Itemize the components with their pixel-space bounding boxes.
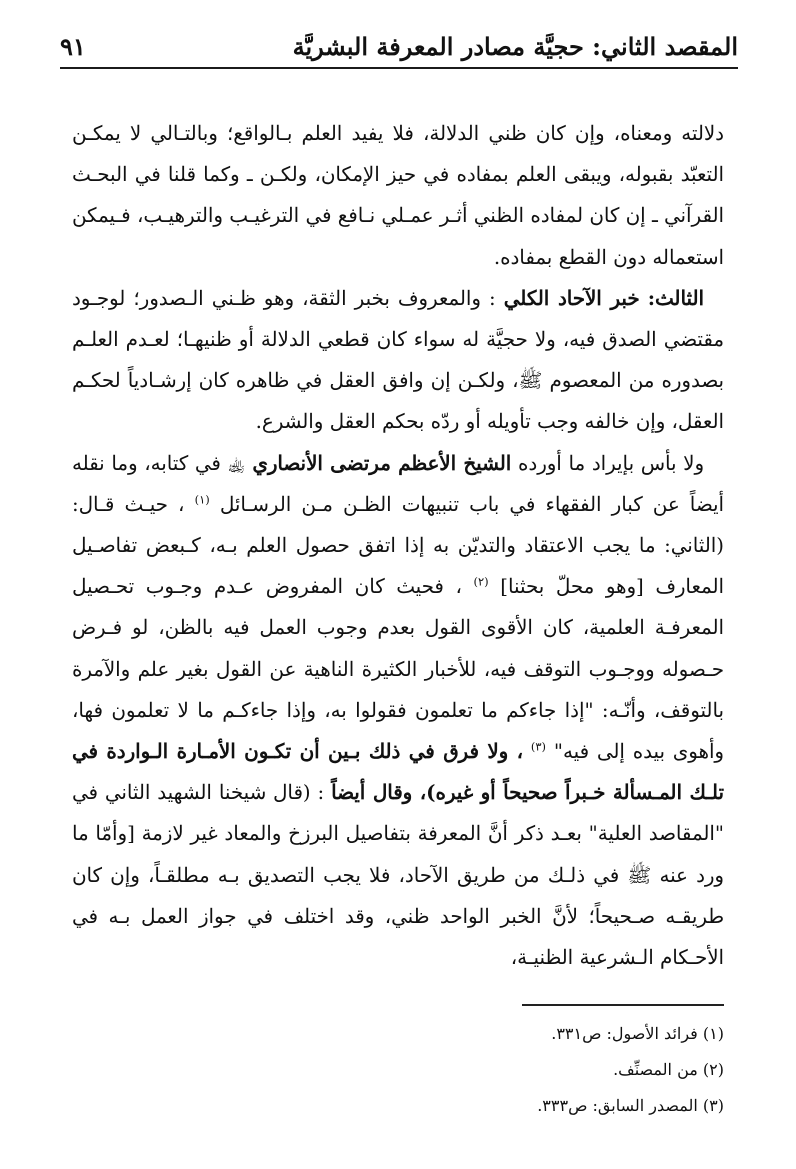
sheikh-name: الشيخ الأعظم مرتضى الأنصاري: [252, 450, 512, 475]
paragraph-3-intro: ولا بأس بإيراد ما أورده: [511, 451, 705, 475]
paragraph-2-text: : والمعروف بخبر الثقة، وهو ظـني الـصدور؛ لوجـود مقتضي الصدق فيه، ولا حجيَّة له سواء كان قطعي الدلالة أو ظنيهـا؛ لعـدم العلـم بصدوره من المعصوم ﷺ، ولكـن إن وافق العقل في ظاهره كان إرشـادياً لحكـم العقل، وإن خالفه وجب تأويله أو ردّه بحكم العقل والشرع.: [72, 286, 724, 434]
footnote-2: (٢) من المصنِّف.: [613, 1060, 724, 1079]
footnote-ref-2: (٢): [473, 574, 489, 589]
paragraph-3: [72, 443, 724, 979]
paragraph-2: [72, 278, 724, 443]
paragraph-3-text-b: ، حيـث قـال: (الثاني: ما يجب الاعتقاد والتديّن به إذا اتفق حصول العلم بـه، كـبعض تفاصـيل المعارف [وهو محلّ بحثنا]: [72, 492, 724, 599]
section-label-third: الثالث:: [647, 285, 704, 310]
page-number: ٩١: [60, 32, 86, 61]
paragraph-3-text-a: ﵀ في كتابه، وما نقله أيضاً عن كبار الفقهاء في باب تنبيهات الظـن مـن الرسـائل: [72, 451, 724, 516]
footnotes: [72, 1016, 724, 1124]
main-text: [72, 113, 724, 978]
footnote-ref-1: (١): [194, 492, 210, 507]
running-head: المقصد الثاني: حجيَّة مصادر المعرفة البشريَّة: [292, 32, 738, 61]
footnote-1: (١) فرائد الأصول: ص٣٣١.: [551, 1024, 724, 1043]
paragraph-3-bold-text: ، ولا فرق في ذلك بـين أن تكـون الأمـارة الـواردة في تلـك المـسألة خـبراً صحيحاً أو غيره)، وقال أيضاً: [72, 739, 724, 805]
footnote-ref-3: (٣): [530, 739, 547, 754]
paragraph-3-text-d: : (قال شيخنا الشهيد الثاني في "المقاصد العلية" بعـد ذكر أنَّ المعرفة بتفاصيل البرزخ والمعاد غير لازمة [وأمّا ما ورد عنه ﷺ في ذلـك من طريق الآحاد، فلا يجب التصديق بـه مطلقـاً، وإن كان طريقـه صـحيحاً؛ لأنَّ الخبر الواحد ظني، وقد اختلف في جواز العمل بـه في الأحـكام الـشرعية الظنيـة،: [72, 781, 724, 970]
paragraph-1: دلالته ومعناه، وإن كان ظني الدلالة، فلا يفيد العلم بـالواقع؛ وبالتـالي لا يمكـن التعبّد بقبوله، ويبقى العلم بمفاده في حيز الإمكان، ولكـن ـ وكما قلنا في البحـث القرآني ـ إن كان لمفاده الظني أثـر عمـلي نـافع في الترغيـب والترهيـب، فـيمكن استعماله دون القطع بمفاده.: [72, 122, 724, 269]
page-header: [60, 27, 738, 69]
paragraph-3-text-c: ، فحيث كان المفروض عـدم وجـوب تحـصيل المعرفـة العلمية، كان الأقوى القول بعدم وجوب العمل فيه بالظن، لو فـرض حـصوله ووجـوب التوقف فيه، للأخبار الكثيرة الناهية عن القول بغير علم والآمرة بالتوقف، وأنّـه: "إذا جاءكم ما تعلمون فقولوا به، وإذا جاءكـم ما لا تعلمون فها، وأهوى بيده إلى فيه": [72, 575, 724, 764]
footnote-divider: [522, 1004, 724, 1006]
section-title-single-report: خبر الآحاد الكلي: [503, 285, 640, 310]
footnote-3: (٣) المصدر السابق: ص٣٣٣.: [537, 1096, 724, 1115]
